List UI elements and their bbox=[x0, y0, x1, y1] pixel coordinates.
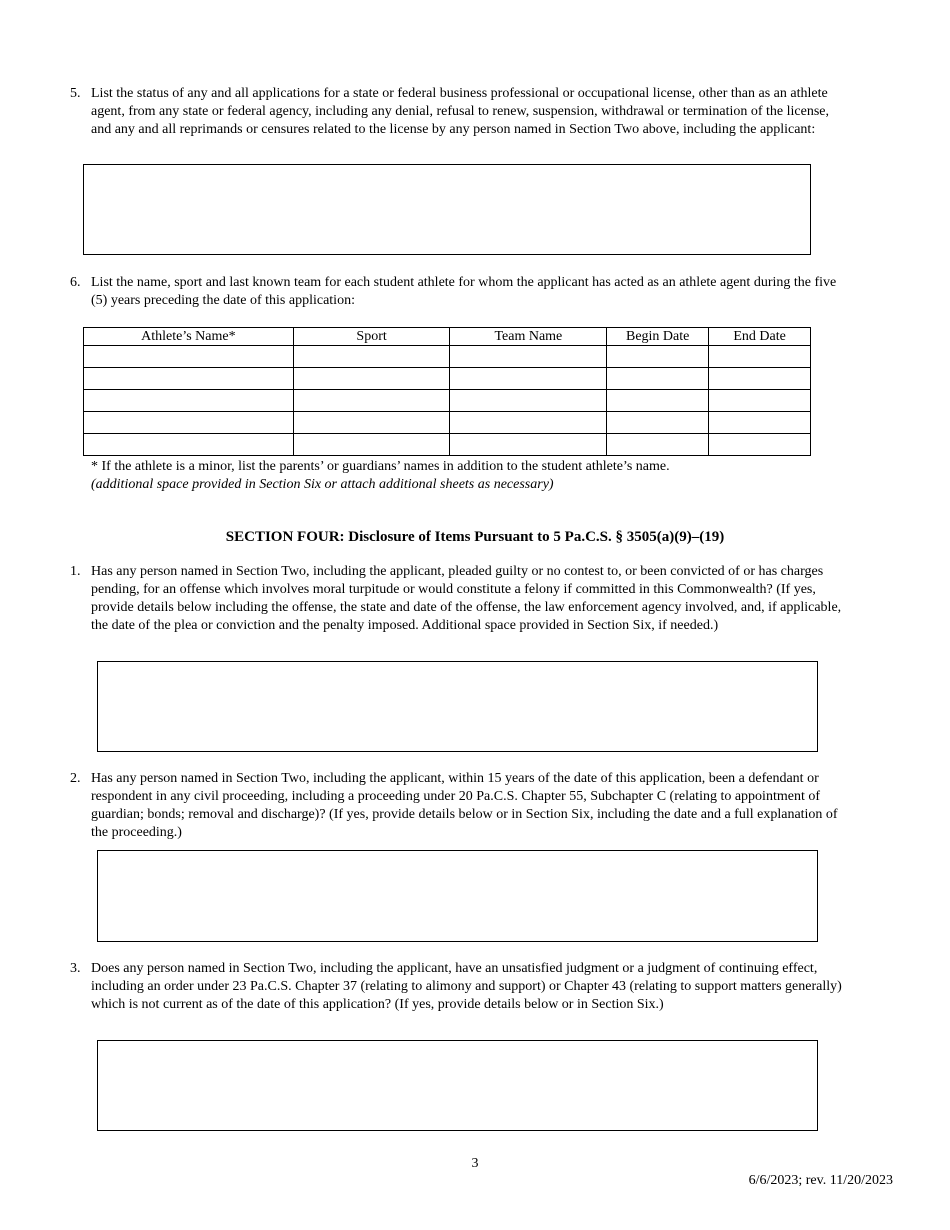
question-text: Does any person named in Section Two, including the applicant, have an unsatisfied judgment or a judgment of continuing effect, including an order under 23 Pa.C.S. Chapter 37 (relating to alimony and support) or Chapter 43 (relating to support matters generally) which is not current as of the date of this application? (If yes, provide details below or in Section Six.) bbox=[91, 961, 842, 1012]
table-cell[interactable] bbox=[607, 346, 709, 368]
question-number: 1. bbox=[70, 564, 81, 579]
table-cell[interactable] bbox=[607, 390, 709, 412]
question-number: 5. bbox=[70, 86, 81, 101]
table-cell[interactable] bbox=[84, 346, 294, 368]
table-cell[interactable] bbox=[450, 346, 607, 368]
column-header-athlete-name: Athlete’s Name* bbox=[84, 328, 294, 346]
table-cell[interactable] bbox=[607, 412, 709, 434]
table-cell[interactable] bbox=[293, 390, 450, 412]
column-header-begin-date: Begin Date bbox=[607, 328, 709, 346]
answer-box-question-5[interactable] bbox=[83, 164, 811, 255]
table-cell[interactable] bbox=[293, 434, 450, 456]
table-cell[interactable] bbox=[293, 346, 450, 368]
question-text: List the name, sport and last known team for each student athlete for whom the applicant has acted as an athlete agent during the five (5) years preceding the date of this application: bbox=[91, 275, 837, 308]
table-row bbox=[84, 346, 811, 368]
column-header-team-name: Team Name bbox=[450, 328, 607, 346]
table-cell[interactable] bbox=[293, 368, 450, 390]
table-cell[interactable] bbox=[607, 368, 709, 390]
athlete-table bbox=[83, 327, 811, 456]
page-number: 3 bbox=[471, 1156, 479, 1171]
table-cell[interactable] bbox=[450, 368, 607, 390]
answer-box-section4-question-2[interactable] bbox=[97, 850, 818, 942]
table-cell[interactable] bbox=[450, 434, 607, 456]
question-number: 2. bbox=[70, 771, 81, 786]
table-cell[interactable] bbox=[709, 346, 811, 368]
question-text: Has any person named in Section Two, including the applicant, within 15 years of the date of this application, been a defendant or respondent in any civil proceeding, including a proceeding under 20 Pa.C.S. Chapter 55, Subchapter C (relating to appointment of guardian; bonds; removal and discharge)? (If yes, provide details below or in Section Six, including the date and a full explanation of the proceeding.) bbox=[91, 771, 838, 840]
question-text: List the status of any and all applications for a state or federal business professional or occupational license, other than as an athlete agent, from any state or federal agency, including any denial, refusal to renew, suspension, withdrawal or termination of the license, and any and all reprimands or censures related to the license by any person named in Section Two above, including the applicant: bbox=[91, 86, 829, 137]
table-cell[interactable] bbox=[709, 368, 811, 390]
section-four-title: SECTION FOUR: Disclosure of Items Pursuant to 5 Pa.C.S. § 3505(a)(9)–(19) bbox=[225, 529, 725, 545]
table-cell[interactable] bbox=[709, 434, 811, 456]
table-cell[interactable] bbox=[84, 434, 294, 456]
question-text: Has any person named in Section Two, including the applicant, pleaded guilty or no contest to, or been convicted of or has charges pending, for an offense which involves moral turpitude or would constitute a felony if committed in this Commonwealth? (If yes, provide details below including the offense, the state and date of the offense, the law enforcement agency involved, and, if applicable, the date of the plea or conviction and the penalty imposed. Additional space provided in Section Six, if needed.) bbox=[91, 564, 842, 633]
table-row bbox=[84, 368, 811, 390]
column-header-sport: Sport bbox=[293, 328, 450, 346]
table-cell[interactable] bbox=[84, 390, 294, 412]
table-cell[interactable] bbox=[607, 434, 709, 456]
answer-box-section4-question-3[interactable] bbox=[97, 1040, 818, 1131]
table-row bbox=[84, 390, 811, 412]
column-header-end-date: End Date bbox=[709, 328, 811, 346]
table-cell[interactable] bbox=[84, 368, 294, 390]
table-row bbox=[84, 412, 811, 434]
table-row bbox=[84, 434, 811, 456]
minor-note: * If the athlete is a minor, list the parents’ or guardians’ names in addition to the student athlete’s name. bbox=[91, 459, 670, 474]
table-cell[interactable] bbox=[450, 390, 607, 412]
answer-box-section4-question-1[interactable] bbox=[97, 661, 818, 752]
question-number: 6. bbox=[70, 275, 81, 290]
additional-space-note: (additional space provided in Section Six or attach additional sheets as necessary) bbox=[91, 477, 554, 492]
revision-date: 6/6/2023; rev. 11/20/2023 bbox=[748, 1173, 893, 1188]
table-header-row bbox=[84, 328, 811, 346]
table-cell[interactable] bbox=[293, 412, 450, 434]
table-cell[interactable] bbox=[84, 412, 294, 434]
table-cell[interactable] bbox=[709, 412, 811, 434]
question-number: 3. bbox=[70, 961, 81, 976]
table-cell[interactable] bbox=[450, 412, 607, 434]
table-cell[interactable] bbox=[709, 390, 811, 412]
